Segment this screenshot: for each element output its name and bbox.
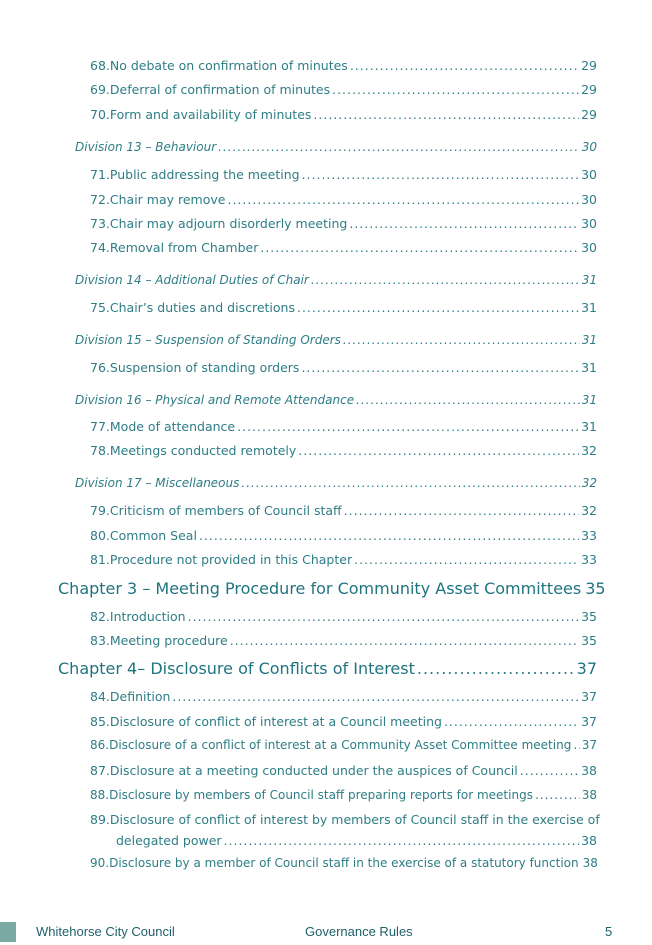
toc-entry-number: 84. [90, 689, 110, 704]
toc-entry-title: Chair’s duties and discretions [109, 300, 295, 315]
toc-chapter-4[interactable] [58, 659, 597, 678]
toc-leader-dots [344, 503, 579, 518]
toc-entry-page: 38 [581, 763, 597, 778]
toc-entry-title: Public addressing the meeting [109, 167, 300, 182]
toc-entry-number: 76. [90, 360, 110, 375]
toc-entry-title: Suspension of standing orders [109, 360, 300, 375]
toc-entry-title: Common Seal [109, 528, 197, 543]
toc-entry-title: Disclosure of a conflict of interest at a Community Asset Committee meeting [109, 738, 572, 752]
toc-entry-title: Deferral of confirmation of minutes [109, 82, 331, 97]
toc-entry-page: 29 [581, 82, 597, 97]
toc-entry-page: 30 [581, 216, 597, 231]
toc-entry-page: 33 [581, 552, 597, 567]
toc-entry-title: Disclosure of conflict of interest at a Council meeting [109, 714, 442, 729]
toc-entry-title: Disclosure by a member of Council staff in the exercise of a statutory function [109, 856, 579, 870]
toc-leader-dots [172, 689, 579, 704]
toc-entry-page: 30 [581, 192, 597, 207]
toc-entry-page: 37 [581, 738, 597, 752]
toc-entry-number: 79. [90, 503, 110, 518]
toc-division-title: Division 16 – Physical and Remote Attendance [75, 393, 355, 407]
toc-entry-page: 33 [581, 528, 597, 543]
toc-entry-72[interactable] [90, 192, 597, 207]
footer-accent-bar [0, 922, 16, 942]
toc-chapter-page: 37 [576, 659, 597, 678]
toc-division-page: 30 [581, 140, 597, 154]
toc-entry-title: Chair may adjourn disorderly meeting [109, 216, 348, 231]
toc-division-16[interactable] [75, 393, 597, 407]
toc-entry-title: Definition [109, 689, 171, 704]
toc-entry-number: 75. [90, 300, 110, 315]
toc-entry-page: 29 [581, 58, 597, 73]
toc-division-13[interactable] [75, 140, 597, 154]
toc-division-page: 32 [581, 476, 597, 490]
toc-entry-number: 71. [90, 167, 110, 182]
toc-entry-page: 31 [581, 419, 597, 434]
toc-entry-88[interactable] [90, 788, 597, 802]
toc-entry-page: 31 [581, 360, 597, 375]
toc-entry-number: 90. [90, 856, 110, 870]
toc-entry-page: 37 [581, 714, 597, 729]
toc-entry-number: 83. [90, 633, 110, 648]
toc-entry-71[interactable] [90, 167, 597, 182]
toc-leader-dots [199, 528, 579, 543]
toc-chapter-title: Chapter 3 – Meeting Procedure for Community Asset Committees [58, 579, 582, 598]
toc-division-page: 31 [581, 273, 597, 287]
toc-entry-number: 72. [90, 192, 110, 207]
toc-entry-78[interactable] [90, 443, 597, 458]
toc-entry-number: 82. [90, 609, 110, 624]
toc-division-page: 31 [581, 333, 597, 347]
toc-entry-title: Disclosure by members of Council staff preparing reports for meetings [109, 788, 533, 802]
toc-entry-page: 38 [582, 856, 598, 870]
toc-entry-number: 68. [90, 58, 110, 73]
toc-leader-dots [218, 140, 580, 154]
toc-leader-dots [535, 788, 580, 802]
toc-division-title: Division 13 – Behaviour [75, 140, 217, 154]
toc-entry-page: 37 [581, 689, 597, 704]
toc-leader-dots [573, 738, 579, 752]
toc-entry-73[interactable] [90, 216, 597, 231]
toc-leader-dots [224, 833, 580, 848]
toc-entry-number: 69. [90, 82, 110, 97]
toc-entry-number: 80. [90, 528, 110, 543]
toc-entry-page: 30 [581, 167, 597, 182]
toc-entry-title: Criticism of members of Council staff [109, 503, 342, 518]
toc-entry-69[interactable] [90, 82, 597, 97]
toc-entry-number: 73. [90, 216, 110, 231]
toc-entry-90[interactable] [90, 856, 597, 870]
toc-leader-dots [237, 419, 579, 434]
toc-entry-title: Mode of attendance [109, 419, 236, 434]
toc-entry-82[interactable] [90, 609, 597, 624]
toc-entry-number: 89. [90, 812, 110, 827]
toc-leader-dots [260, 240, 579, 255]
toc-leader-dots [349, 216, 579, 231]
toc-chapter-3[interactable] [58, 579, 606, 598]
toc-entry-title: Chair may remove [109, 192, 226, 207]
toc-entry-85[interactable] [90, 714, 597, 729]
toc-entry-70[interactable] [90, 107, 597, 122]
toc-entry-title: Procedure not provided in this Chapter [109, 552, 353, 567]
toc-leader-dots [311, 273, 580, 287]
toc-leader-dots [297, 300, 579, 315]
toc-entry-page: 35 [581, 609, 597, 624]
toc-division-title: Division 14 – Additional Duties of Chair [75, 273, 309, 287]
toc-entry-number: 77. [90, 419, 110, 434]
toc-leader-dots [313, 107, 579, 122]
toc-entry-number: 88. [90, 788, 110, 802]
toc-leader-dots [350, 58, 579, 73]
toc-entry-title: Meeting procedure [109, 633, 228, 648]
toc-entry-number: 86. [90, 738, 110, 752]
toc-leader-dots [444, 714, 579, 729]
toc-entry-89[interactable] [90, 812, 600, 848]
toc-entry-title: Disclosure at a meeting conducted under the auspices of Council [109, 763, 518, 778]
toc-entry-title: Removal from Chamber [109, 240, 259, 255]
toc-entry-83[interactable] [90, 633, 597, 648]
toc-entry-number: 70. [90, 107, 110, 122]
toc-entry-86[interactable] [90, 738, 597, 752]
toc-entry-number: 87. [90, 763, 110, 778]
toc-entry-75[interactable] [90, 300, 597, 315]
toc-entry-page: 32 [581, 443, 597, 458]
toc-entry-page: 32 [581, 503, 597, 518]
toc-entry-title: Introduction [109, 609, 186, 624]
toc-entry-number: 78. [90, 443, 110, 458]
toc-leader-dots [343, 333, 580, 347]
toc-entry-page: 38 [581, 788, 597, 802]
toc-entry-title-line2: delegated power [116, 833, 222, 848]
toc-leader-dots [301, 360, 579, 375]
toc-division-page: 31 [581, 393, 597, 407]
toc-leader-dots [241, 476, 579, 490]
toc-entry-87[interactable] [90, 763, 597, 778]
toc-leader-dots [332, 82, 579, 97]
toc-leader-dots [230, 633, 579, 648]
toc-entry-77[interactable] [90, 419, 597, 434]
toc-leader-dots [354, 552, 579, 567]
toc-entry-84[interactable] [90, 689, 597, 704]
toc-chapter-title: Chapter 4– Disclosure of Conflicts of Interest [58, 659, 415, 678]
toc-division-title: Division 15 – Suspension of Standing Orders [75, 333, 341, 347]
footer-document-title: Governance Rules [305, 924, 413, 939]
toc-entry-page: 29 [581, 107, 597, 122]
toc-division-title: Division 17 – Miscellaneous [75, 476, 240, 490]
toc-division-14[interactable] [75, 273, 597, 287]
toc-entry-page: 35 [581, 633, 597, 648]
toc-entry-80[interactable] [90, 528, 597, 543]
toc-leader-dots [417, 659, 575, 678]
toc-entry-number: 74. [90, 240, 110, 255]
toc-entry-title: No debate on confirmation of minutes [109, 58, 348, 73]
toc-entry-page: 30 [581, 240, 597, 255]
toc-leader-dots [520, 763, 579, 778]
footer-organization: Whitehorse City Council [36, 924, 175, 939]
toc-entry-79[interactable] [90, 503, 597, 518]
toc-leader-dots [302, 167, 580, 182]
toc-entry-68[interactable] [90, 58, 597, 73]
toc-entry-title: Meetings conducted remotely [109, 443, 297, 458]
toc-entry-page: 31 [581, 300, 597, 315]
toc-entry-76[interactable] [90, 360, 597, 375]
toc-entry-title-line1: Disclosure of conflict of interest by members of Council staff in the exercise of [109, 812, 600, 827]
toc-division-15[interactable] [75, 333, 597, 347]
toc-entry-number: 81. [90, 552, 110, 567]
toc-entry-page: 38 [581, 833, 597, 848]
toc-chapter-page: 35 [585, 579, 606, 598]
toc-leader-dots [298, 443, 579, 458]
footer-page-number: 5 [605, 924, 613, 939]
toc-entry-81[interactable] [90, 552, 597, 567]
toc-leader-dots [188, 609, 580, 624]
toc-division-17[interactable] [75, 476, 597, 490]
page-footer [0, 918, 652, 944]
toc-entry-74[interactable] [90, 240, 597, 255]
toc-leader-dots [227, 192, 579, 207]
toc-leader-dots [356, 393, 580, 407]
toc-entry-number: 85. [90, 714, 110, 729]
toc-entry-title: Form and availability of minutes [109, 107, 312, 122]
